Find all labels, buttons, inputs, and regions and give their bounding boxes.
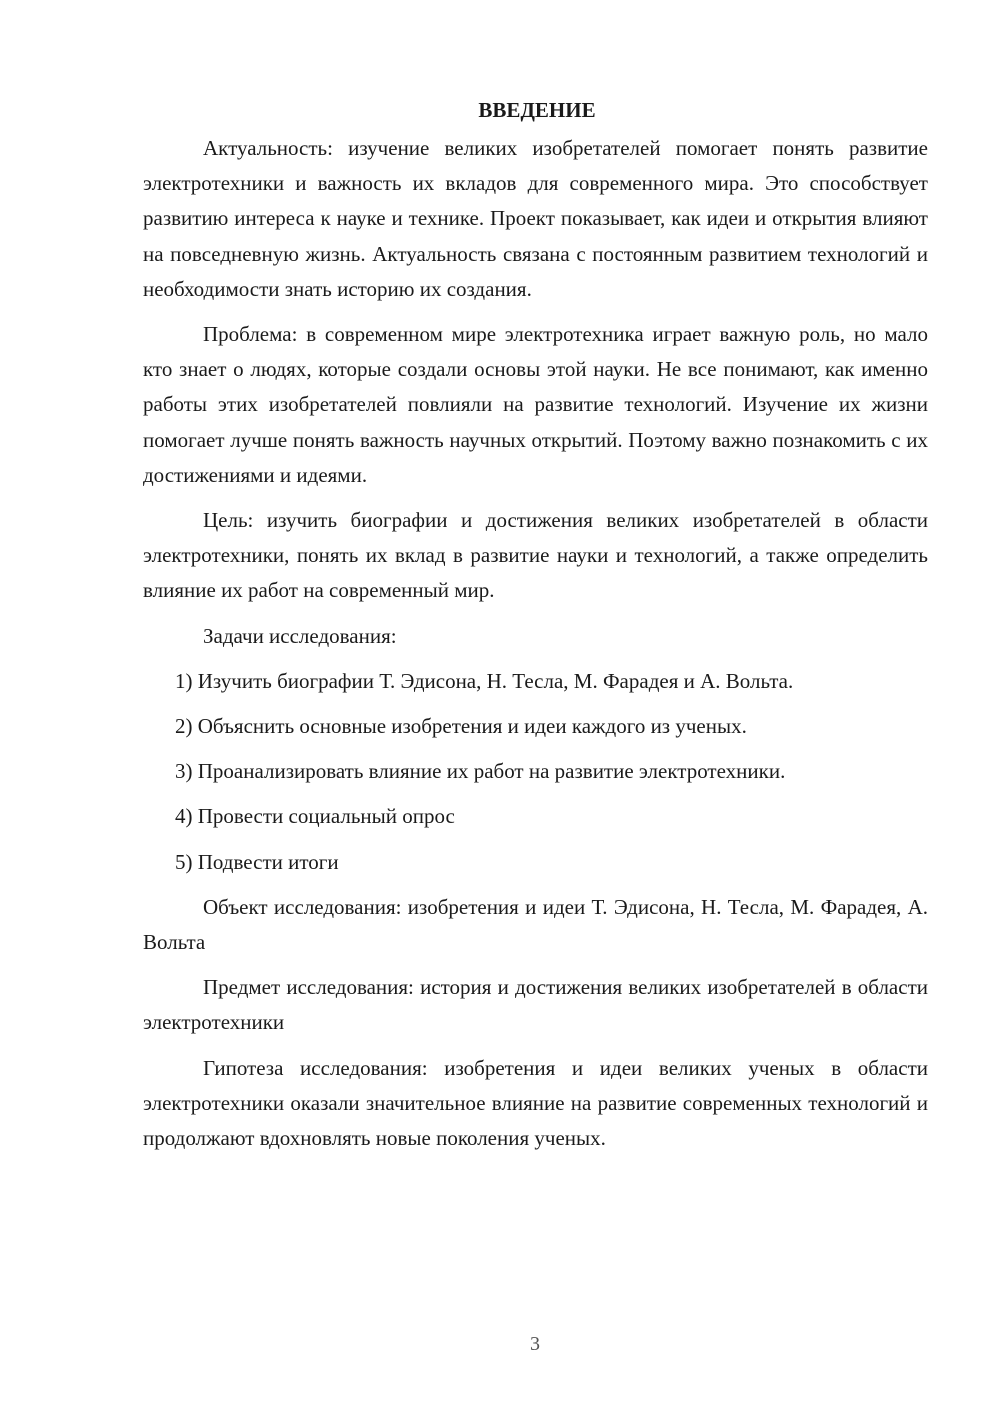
paragraph-goal: Цель: изучить биографии и достижения великих изобретателей в области электротехники, понять их вклад в развитие науки и технологий, а также определить влияние их работ на современный мир. bbox=[143, 508, 928, 603]
paragraph-problem: Проблема: в современном мире электротехника играет важную роль, но мало кто знает о людях, которые создали основы этой науки. Не все понимают, как именно работы этих изобретателей повлияли на развитие технологий. Изучение их жизни помогает лучше понять важность научных открытий. Поэтому важно познакомить с их достижениями и идеями. bbox=[143, 322, 928, 487]
tasks-heading: Задачи исследования: bbox=[203, 623, 397, 648]
document-page bbox=[143, 95, 928, 1166]
section-title: ВВЕДЕНИЕ bbox=[478, 98, 596, 122]
list-item: 2) Объяснить основные изобретения и идеи каждого из ученых. bbox=[175, 714, 747, 739]
paragraph-object: Объект исследования: изобретения и идеи Т. Эдисона, Н. Тесла, М. Фарадея, А. Вольта bbox=[143, 894, 928, 955]
paragraph-subject: Предмет исследования: история и достижения великих изобретателей в области электротехники bbox=[143, 975, 928, 1035]
paragraph-relevance: Актуальность: изучение великих изобретателей помогает понять развитие электротехники и важность их вкладов для современного мира. Это способствует развитию интереса к науке и технике. Проект показывает, как идеи и открытия влияют на повседневную жизнь. Актуальность связана с постоянным развитием технологий и необходимости знать историю их создания. bbox=[143, 136, 928, 301]
list-item: 1) Изучить биографии Т. Эдисона, Н. Тесла, М. Фарадея и А. Вольта. bbox=[175, 668, 794, 693]
list-item: 3) Проанализировать влияние их работ на развитие электротехники. bbox=[175, 759, 786, 784]
list-item: 5) Подвести итоги bbox=[175, 849, 339, 874]
paragraph-hypothesis: Гипотеза исследования: изобретения и идеи великих ученых в области электротехники оказали значительное влияние на развитие современных технологий и продолжают вдохновлять новые поколения ученых. bbox=[143, 1055, 928, 1151]
list-item: 4) Провести социальный опрос bbox=[175, 804, 455, 829]
tasks-list bbox=[143, 664, 928, 880]
page-number: 3 bbox=[530, 1333, 540, 1355]
